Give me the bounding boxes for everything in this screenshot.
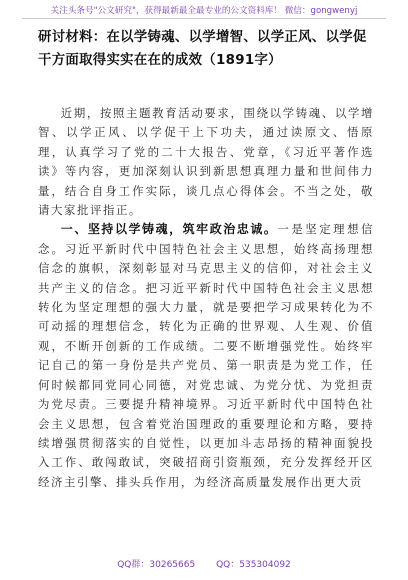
- footer-qq-group: QQ群：30265665: [117, 560, 196, 570]
- header-divider: [22, 18, 386, 19]
- section-1-paragraph: [38, 220, 374, 492]
- document-title: 研讨材料：在以学铸魂、以学增智、以学正风、以学促干方面取得实实在在的成效（1891字）: [38, 30, 367, 68]
- intro-paragraph: 近期，按照主题教育活动要求，围绕以学铸魂、以学增智、以学正风、以学促干上下功夫，通过读原文、悟原理，认真学习了党的二十大报告、党章，《习近平著作选读》等内容，更加深刻认识到新思想真理力量和世间伟力量，结合自身工作实际，谈几点心得体会。不当之处，敬请大家批评指正。: [38, 106, 374, 218]
- section-1-text: 一是坚定理想信念。习近平新时代中国特色社会主义思想，始终高扬理想信念的旗帜，深刻彰显对马克思主义的信仰，对社会主义共产主义的信念。把习近平新时代中国特色社会主义思想转化为坚定理想的强大力量，就是要把学习成果转化为不可动摇的理想信念，转化为正确的世界观、人生观、价值观，不断开创新的工作成绩。二要不断增强党性。始终牢记自己的第一身份是共产党员、第一职责是为党工作，任何时候都同党同心同德，对党忠诚、为党分忧、为党担责为党尽责。三要提升精神境界。习近平新时代中国特色社会主义思想，包含着党治国理政的重要理论和方略，要持续增强贯彻落实的自觉性，以更加斗志昂扬的精神面貌投入工作、敢闯敢试，突破招商引资瓶颈，充分发挥经开区经济主引擎、排头兵作用，为经济高质量发展作出更大贡: [38, 222, 374, 489]
- footer-contact: [0, 557, 408, 570]
- footer-qq: QQ：535304092: [216, 560, 291, 570]
- section-1-heading: 一、坚持以学铸魂，筑牢政治忠诚。: [60, 222, 278, 237]
- document-body: [38, 104, 374, 492]
- header-banner[interactable]: 关注头条号"公文研究"，获得最新最全最专业的公文资料库！ 微信：gongwenyj: [50, 6, 358, 16]
